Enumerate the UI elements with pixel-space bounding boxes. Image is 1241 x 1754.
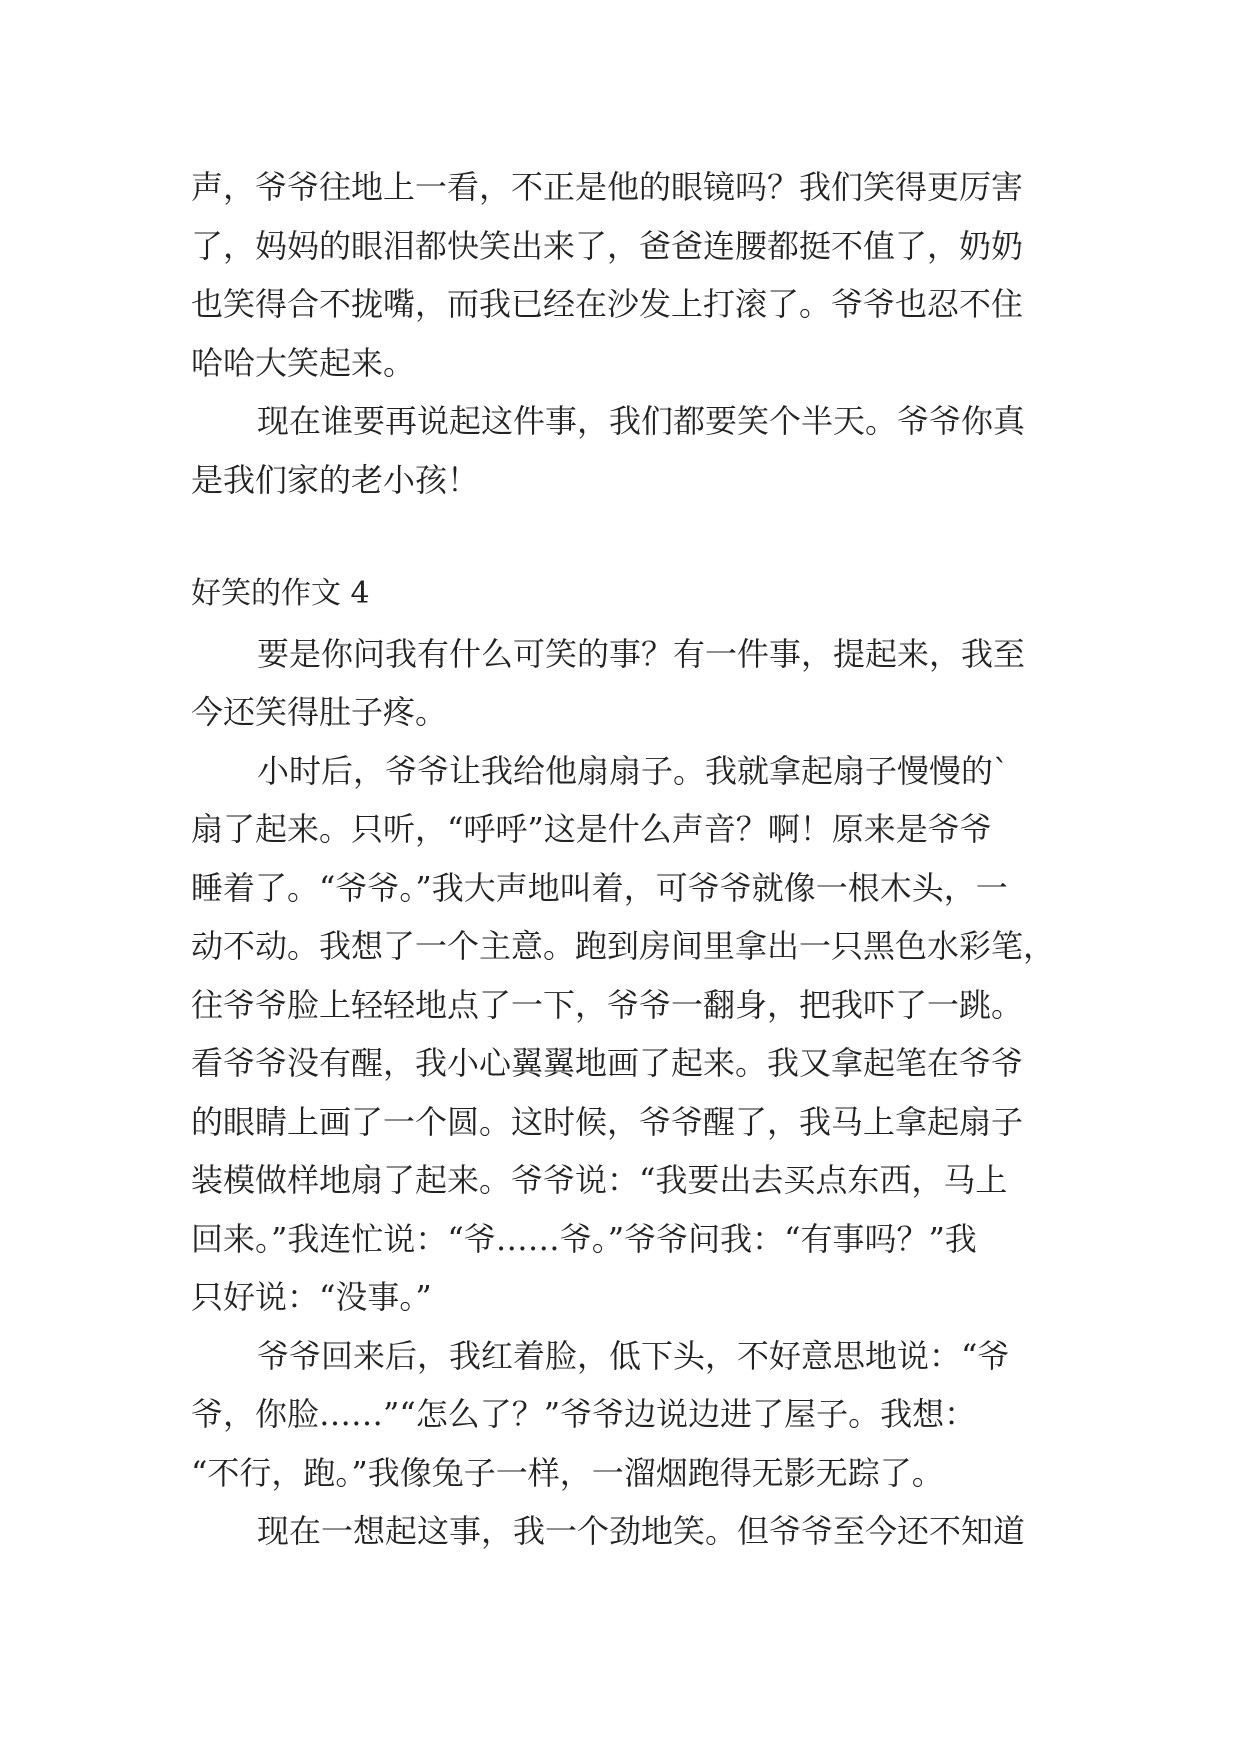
text-line: 动不动。我想了一个主意。跑到房间里拿出一只黑色水彩笔， bbox=[191, 927, 1056, 965]
text-line: 爷爷回来后，我红着脸，低下头，不好意思地说：“爷 bbox=[257, 1337, 1010, 1375]
text-line: 只好说：“没事。” bbox=[191, 1278, 432, 1316]
text-line: 要是你问我有什么可笑的事？有一件事，提起来，我至 bbox=[257, 635, 1026, 673]
text-line: 的眼睛上画了一个圆。这时候，爷爷醒了，我马上拿起扇子 bbox=[191, 1103, 1024, 1141]
text-line: 现在谁要再说起这件事，我们都要笑个半天。爷爷你真 bbox=[257, 402, 1026, 440]
text-line: 声，爷爷往地上一看，不正是他的眼镜吗？我们笑得更厉害 bbox=[191, 168, 1024, 206]
text-line: 今还笑得肚子疼。 bbox=[191, 693, 448, 731]
essay-heading: 好笑的作文 4 bbox=[191, 576, 370, 611]
text-line: 看爷爷没有醒，我小心翼翼地画了起来。我又拿起笔在爷爷 bbox=[191, 1044, 1024, 1082]
text-line: 是我们家的老小孩！ bbox=[191, 461, 480, 499]
text-line: 装模做样地扇了起来。爷爷说：“我要出去买点东西，马上 bbox=[191, 1161, 1008, 1199]
text-line: 了，妈妈的眼泪都快笑出来了，爸爸连腰都挺不值了，奶奶 bbox=[191, 227, 1024, 265]
text-line: 爷，你脸……”“怎么了？”爷爷边说边进了屋子。我想： bbox=[191, 1395, 977, 1433]
text-line: 哈哈大笑起来。 bbox=[191, 344, 416, 382]
text-line: “不行，跑。”我像兔子一样，一溜烟跑得无影无踪了。 bbox=[191, 1454, 944, 1492]
text-line: 小时后，爷爷让我给他扇扇子。我就拿起扇子慢慢的` bbox=[257, 752, 1010, 790]
text-line: 回来。”我连忙说：“爷……爷。”爷爷问我：“有事吗？”我 bbox=[191, 1220, 977, 1258]
text-line: 扇了起来。只听，“呼呼”这是什么声音？啊！原来是爷爷 bbox=[191, 810, 992, 848]
text-line: 现在一想起这事，我一个劲地笑。但爷爷至今还不知道 bbox=[257, 1512, 1026, 1550]
text-line: 睡着了。“爷爷。”我大声地叫着，可爷爷就像一根木头，一 bbox=[191, 869, 1008, 907]
text-line: 也笑得合不拢嘴，而我已经在沙发上打滚了。爷爷也忍不住 bbox=[191, 285, 1024, 323]
text-line: 往爷爷脸上轻轻地点了一下，爷爷一翻身，把我吓了一跳。 bbox=[191, 986, 1024, 1024]
